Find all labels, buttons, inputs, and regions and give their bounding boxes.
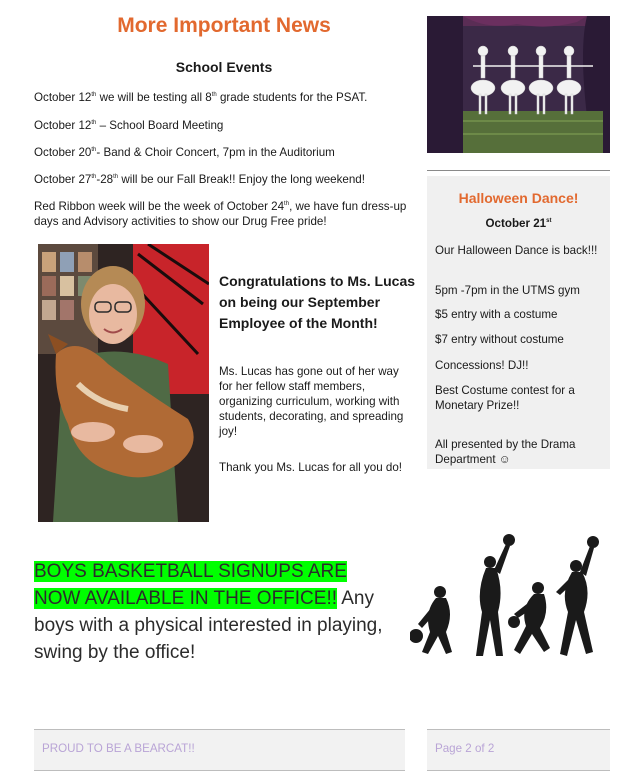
- basketball-announcement: [34, 558, 386, 666]
- event-item: October 20th- Band & Choir Concert, 7pm in the Auditorium: [34, 146, 335, 159]
- page-title: More Important News: [117, 14, 331, 37]
- footer-motto: PROUD TO BE A BEARCAT!!: [42, 742, 195, 755]
- halloween-line: 5pm -7pm in the UTMS gym: [435, 284, 580, 297]
- halloween-line: Concessions! DJ!!: [435, 359, 529, 372]
- event-item: Red Ribbon week will be the week of October 24th, we have fun dress-up days and Advisory activities to show our Drug Free pride!: [34, 200, 407, 228]
- halloween-sidebar: [427, 176, 610, 469]
- event-item: October 12th – School Board Meeting: [34, 119, 224, 132]
- event-item: October 27th-28th will be our Fall Break!! Enjoy the long weekend!: [34, 173, 365, 186]
- halloween-date: October 21st: [485, 217, 552, 230]
- skeleton-dancers-image: [427, 16, 610, 153]
- footer-left: [34, 729, 405, 771]
- event-item: October 12th we will be testing all 8th grade students for the PSAT.: [34, 91, 368, 104]
- halloween-line: $7 entry without costume: [435, 333, 564, 346]
- sidebar-divider: [427, 170, 610, 171]
- halloween-line: All presented by the Drama Department ☺: [435, 438, 576, 466]
- halloween-line: $5 entry with a costume: [435, 308, 558, 321]
- page-number: Page 2 of 2: [435, 742, 495, 755]
- halloween-line: Our Halloween Dance is back!!!: [435, 244, 598, 257]
- basketball-highlight: BOYS BASKETBALL SIGNUPS ARE NOW AVAILABLE IN THE OFFICE!!: [34, 561, 347, 609]
- employee-photo: [38, 244, 209, 522]
- employee-heading: Congratulations to Ms. Lucas on being our September Employee of the Month!: [219, 273, 416, 331]
- school-events-heading: School Events: [175, 59, 273, 75]
- basketball-rest: Any boys with a physical interested in playing, swing by the office!: [34, 588, 383, 663]
- halloween-line: Best Costume contest for a Monetary Prize!!: [435, 384, 575, 412]
- employee-thanks: Thank you Ms. Lucas for all you do!: [219, 461, 403, 474]
- halloween-title: Halloween Dance!: [458, 190, 579, 206]
- basketball-players-image: [410, 532, 608, 667]
- employee-paragraph: Ms. Lucas has gone out of her way for her fellow staff members, organizing curriculum, working with students, decorating, and spreading joy!: [219, 365, 404, 438]
- footer-right: [427, 729, 610, 771]
